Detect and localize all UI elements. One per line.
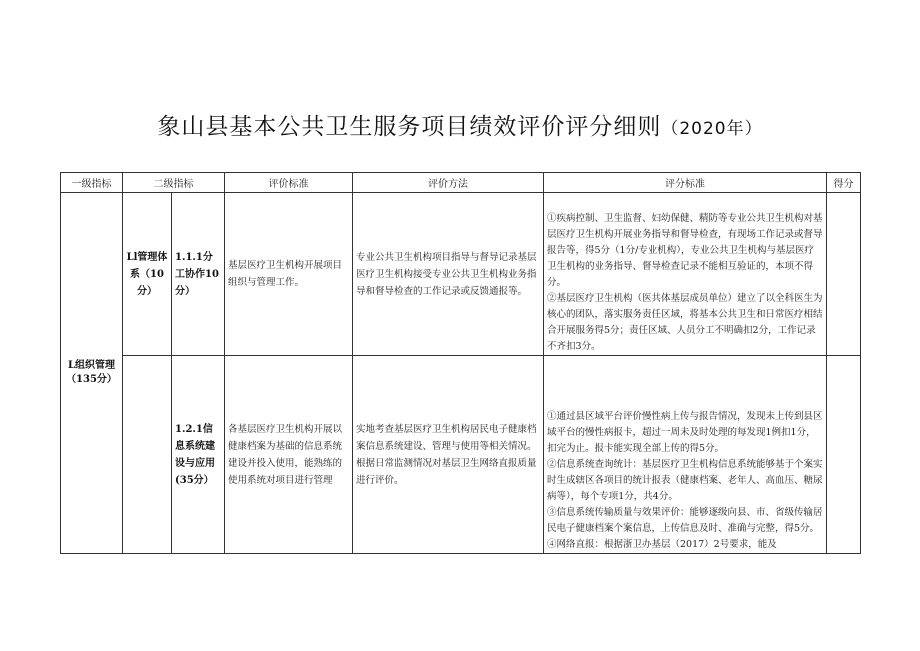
scoring-item: ①疾病控制、卫生监督、妇幼保健、精防等专业公共卫生机构对基层医疗卫生机构开展业务指导和督导检查，有现场工作记录或督导报告等，得5分（1分/专业机构），专业公共卫生机构与基层医疗卫生机构的业务指导、督导检查记录不能相互验证的，本项不得分。: [547, 213, 823, 288]
scoring-item: ②信息系统查询统计：基层医疗卫生机构信息系统能够基于个案实时生成辖区各项目的统计报表（健康档案、老年人、高血压、糖尿病等），每个专项1分，共4分。: [547, 459, 823, 502]
scoring-item: ④网络直报：根据浙卫办基层（2017）2号要求，能及: [547, 539, 777, 550]
table-row: [61, 193, 861, 356]
header-level2: 二级指标: [123, 173, 225, 193]
header-method: 评价方法: [353, 173, 544, 193]
evaluation-standard: 各基层医疗卫生机构开展以健康档案为基础的信息系统建设并投入使用，能熟练的使用系统对项目进行管理: [225, 356, 353, 554]
level2-indicator: Ll管理体系（10分）: [123, 193, 172, 356]
evaluation-standard: 基层医疗卫生机构开展项目组织与管理工作。: [225, 193, 353, 356]
score-cell: [827, 193, 861, 356]
scoring-item: ③信息系统传输质量与效果评价：能够逐级向县、市、省级传输居民电子健康档案个案信息，上传信息及时、准确与完整，得5分。: [547, 507, 823, 534]
scoring-criteria: [544, 356, 827, 554]
evaluation-method: 专业公共卫生机构项目指导与督导记录基层医疗卫生机构接受专业公共卫生机构业务指导和督导检查的工作记录或反馈通报等。: [353, 193, 544, 356]
header-level1: 一级指标: [61, 173, 123, 193]
document-title-year: （2020年）: [661, 119, 763, 139]
evaluation-method: 实地考查基层医疗卫生机构居民电子健康档案信息系统建设、管理与使用等相关情况。根据日常监测情况对基层卫生网络直报质量进行评价。: [353, 356, 544, 554]
level3-indicator: 1.1.1分工协作10分）: [172, 193, 225, 356]
scoring-criteria: [544, 193, 827, 356]
header-score: 得分: [827, 173, 861, 193]
scoring-item: ②基层医疗卫生机构（医共体基层成员单位）建立了以全科医生为核心的团队，落实服务责任区域，将基本公共卫生和日常医疗相结合开展服务得5分；责任区域、人员分工不明确扣2分，工作记录不齐扣3分。: [547, 293, 823, 352]
level2-indicator: [123, 356, 172, 554]
header-standard: 评价标准: [225, 173, 353, 193]
document-title: [0, 108, 920, 141]
table-header-row: [61, 173, 861, 193]
score-cell: [827, 356, 861, 554]
scoring-item: ①通过县区域平台评价慢性病上传与报告情况，发现未上传到县区域平台的慢性病报卡，超过一周未及时处理的每发现1例扣1分，扣完为止。报卡能实现全部上传的得5分。: [547, 411, 823, 454]
level1-indicator: L组织管理（135分）: [61, 193, 123, 554]
header-scoring: 评分标准: [544, 173, 827, 193]
scoring-table: [60, 172, 861, 554]
table-row: [61, 356, 861, 554]
level3-indicator: 1.2.1信息系统建设与应用(35分）: [172, 356, 225, 554]
document-title-main: 象山县基本公共卫生服务项目绩效评价评分细则: [157, 114, 662, 140]
